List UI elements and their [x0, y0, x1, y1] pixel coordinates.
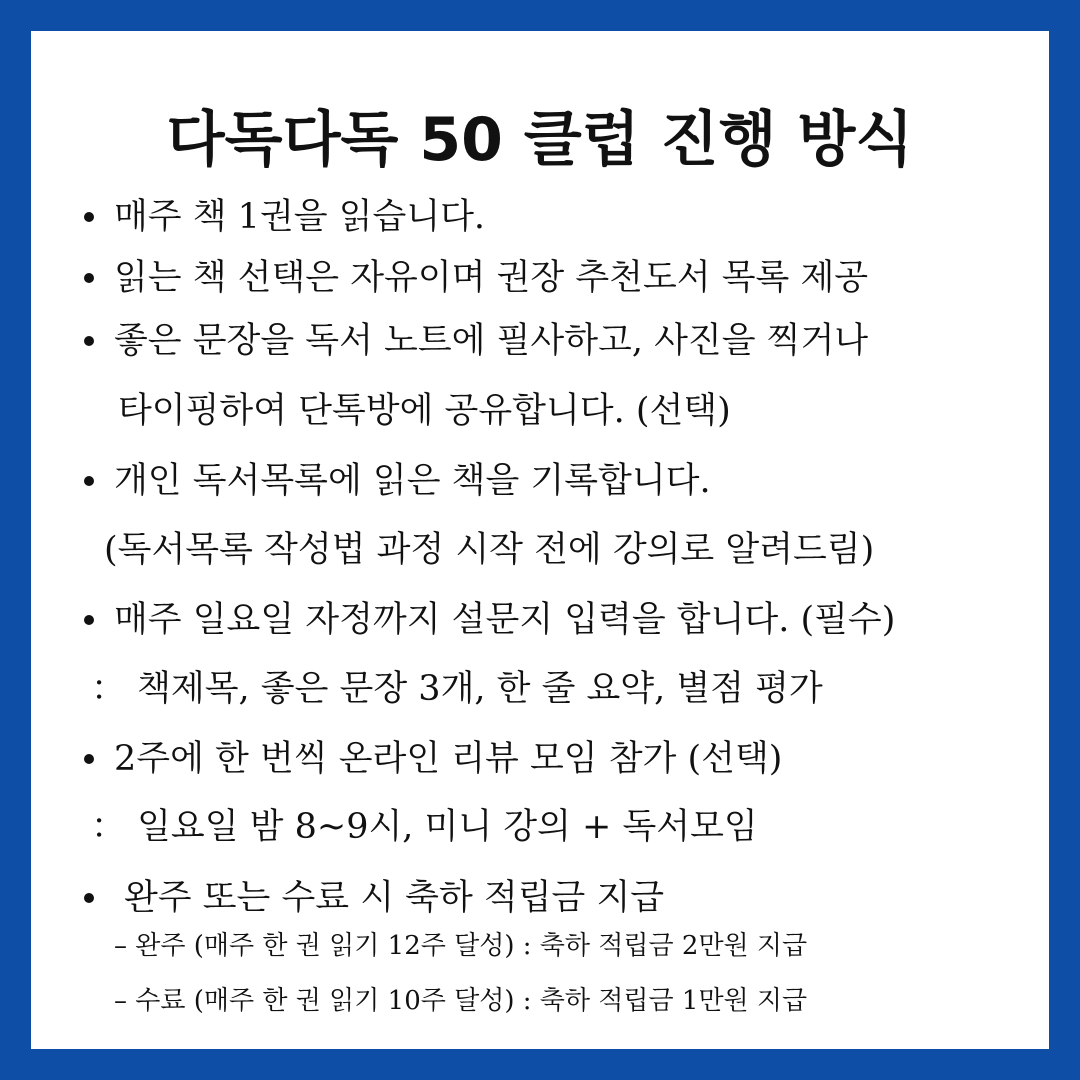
bullet-dot	[84, 212, 94, 222]
rule-item-2: 읽는 책 선택은 자유이며 권장 추천도서 목록 제공	[114, 258, 869, 298]
rule-item-3-line-2: 타이핑하여 단톡방에 공유합니다. (선택)	[118, 391, 731, 431]
rule-item-6-line-1: 2주에 한 번씩 온라인 리뷰 모임 참가 (선택)	[114, 739, 783, 779]
bullet-dot	[84, 754, 94, 764]
page-title: 다독다독 50 클럽 진행 방식	[166, 105, 914, 175]
rule-item-7-sub-1: – 완주 (매주 한 권 읽기 12주 달성) : 축하 적립금 2만원 지급	[114, 931, 808, 961]
rule-item-5-line-2: ： 책제목, 좋은 문장 3개, 한 줄 요약, 별점 평가	[91, 669, 823, 709]
rule-item-4-line-2: (독서목록 작성법 과정 시작 전에 강의로 알려드림)	[104, 530, 875, 570]
bullet-dot	[84, 476, 94, 486]
content-card	[31, 31, 1049, 1049]
rule-item-1: 매주 책 1권을 읽습니다.	[114, 197, 486, 237]
rule-item-4-line-1: 개인 독서목록에 읽은 책을 기록합니다.	[114, 461, 711, 501]
bullet-dot	[84, 615, 94, 625]
rule-item-7-sub-2: – 수료 (매주 한 권 읽기 10주 달성) : 축하 적립금 1만원 지급	[114, 986, 808, 1016]
rule-item-5-line-1: 매주 일요일 자정까지 설문지 입력을 합니다. (필수)	[114, 600, 896, 640]
rule-item-6-line-2: ： 일요일 밤 8~9시, 미니 강의 + 독서모임	[91, 807, 758, 847]
bullet-dot	[84, 893, 94, 903]
rule-item-7: 완주 또는 수료 시 축하 적립금 지급	[124, 878, 665, 918]
rule-item-3-line-1: 좋은 문장을 독서 노트에 필사하고, 사진을 찍거나	[114, 321, 869, 361]
bullet-dot	[84, 336, 94, 346]
bullet-dot	[84, 273, 94, 283]
